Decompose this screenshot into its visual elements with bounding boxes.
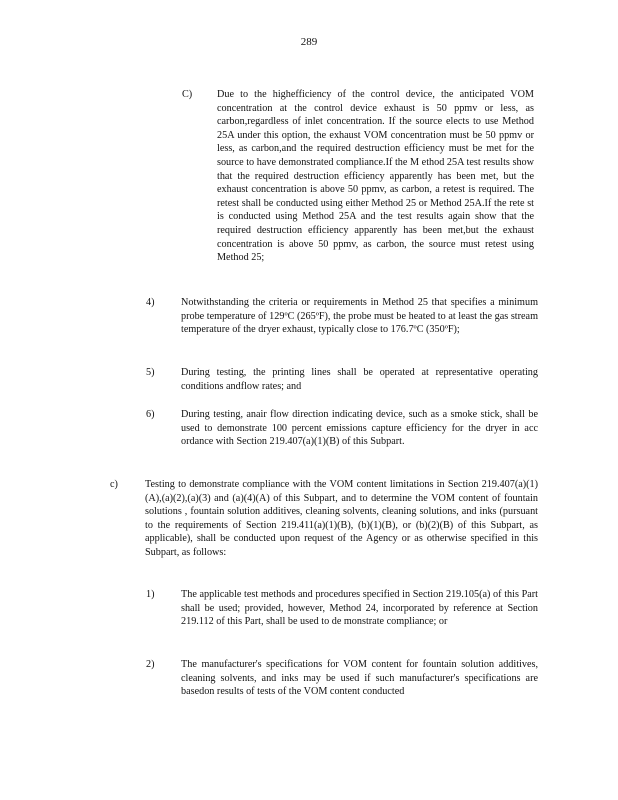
list-item-text: The applicable test methods and procedures specified in Section 219.105(a) of this Part shall be used; provided, however, Method 24, incorporated by reference at Section 219.112 of this Part, shall be used to de monstrate compliance; or [181,589,538,628]
list-item [146,588,538,644]
list-marker: 2) [146,659,155,670]
list-marker: C) [182,89,193,100]
list-marker: 6) [146,409,155,420]
list-marker: 4) [146,297,155,308]
page-number: 289 [300,36,318,48]
list-item [110,478,538,574]
list-item-text: During testing, anair flow direction indicating device, such as a smoke stick, shall be used to demonstrate 100 percent emissions capture efficiency for the dryer in acc ordance with Section 219.407(a)(1)(B) of this Subpart. [181,409,538,448]
list-item-text: Due to the highefficiency of the control device, the anticipated VOM concentration at the control device exhaust is 50 ppmv or less, as carbon,regardless of inlet concentration. If the source elects to use Method 25A under this option, the exhaust VOM concentration must be 50 ppmv or less, as carbon,and the required destruction efficiency must be met for the source to have demonstrated compliance.If the M ethod 25A test results show that the required destruction efficiency apparently has been met, but the exhaust concentration is above 50 ppmv, as carbon, a retest is required. The retest shall be conducted using either Method 25 or Method 25A.If the rete st is conducted using Method 25A and the test results again show that the required destruction efficiency apparently has been met,but the exhaust concentration is above 50 ppmv, as carbon, the source must retest using Method 25; [217,89,534,264]
list-item-text: The manufacturer's specifications for VOM content for fountain solution additives, cleaning solvents, and inks may be used if such manufacturer's specifications are basedon results of tests of the VOM content conducted [181,659,538,698]
list-item [146,408,538,464]
list-item [182,88,534,288]
list-item-text: Testing to demonstrate compliance with the VOM content limitations in Section 219.407(a)(1)(A),(a)(2),(a)(3) and (a)(4)(A) of this Subpart, and to determine the VOM content of fountain solutions , fountain solution additives, cleaning solvents, cleaning solutions, and inks (pursuant to the requirements of Section 219.411(a)(1)(B), (b)(1)(B), or (b)(2)(B) of this Subpart, as applicable), shall be conducted upon request of the Agency or as otherwise specified in this Subpart, as follows: [145,479,538,558]
list-item-text: Notwithstanding the criteria or requirements in Method 25 that specifies a minimum probe temperature of 129ºC (265ºF), the probe must be heated to at least the gas stream temperature of the dryer exhaust, typically close to 176.7ºC (350ºF); [181,297,538,336]
list-marker: c) [110,479,118,490]
list-item [146,296,538,352]
list-marker: 5) [146,367,155,378]
list-marker: 1) [146,589,155,600]
list-item [146,658,538,702]
list-item-text: During testing, the printing lines shall be operated at representative operating conditions andflow rates; and [181,367,538,392]
list-item [146,366,538,396]
